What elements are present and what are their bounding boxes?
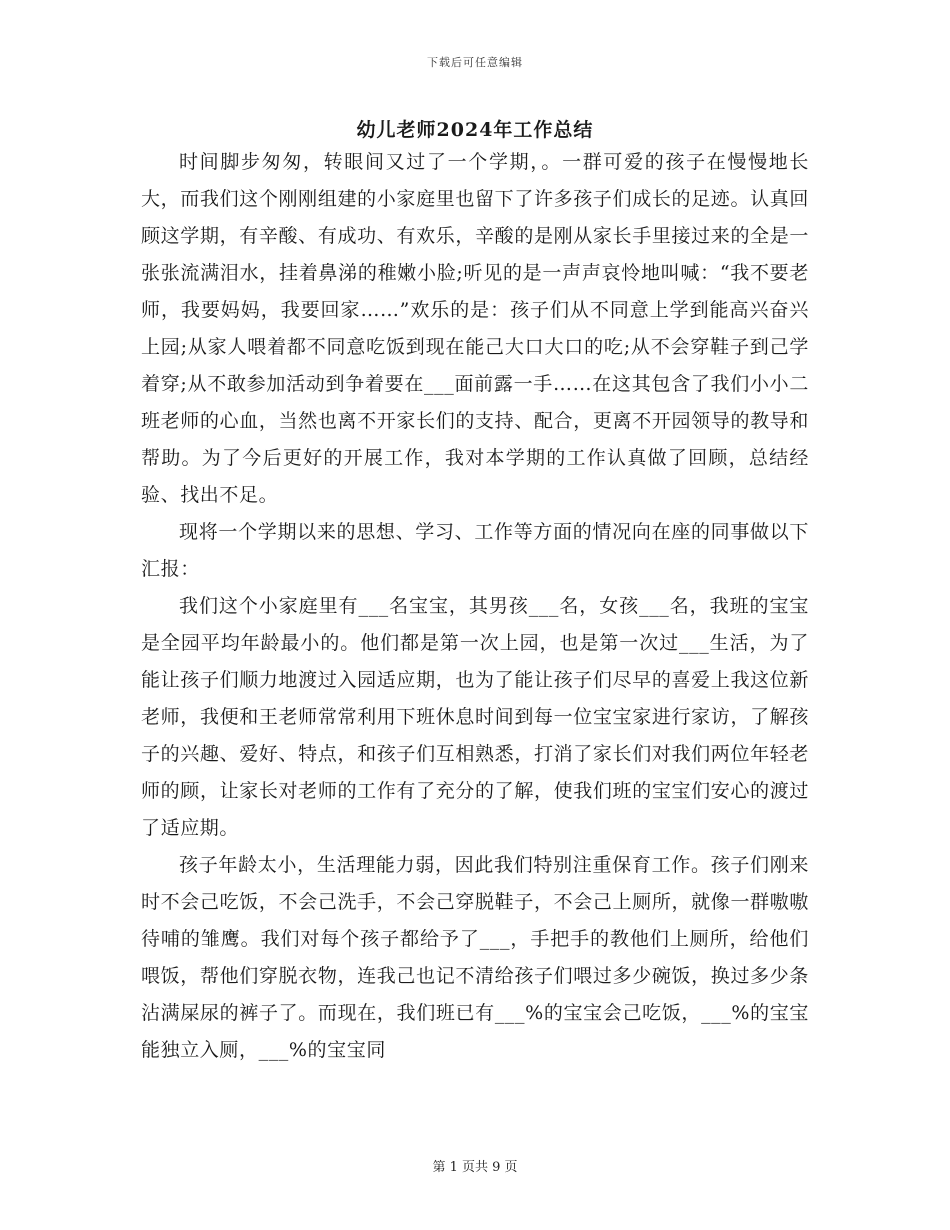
paragraph: 时间脚步匆匆，转眼间又过了一个学期，。一群可爱的孩子在慢慢地长大，而我们这个刚刚组建的小家庭里也留下了许多孩子们成长的足迹。认真回顾这学期，有辛酸、有成功、有欢乐，辛酸的是刚从家长手里接过来的全是一张张流满泪水，挂着鼻涕的稚嫩小脸;听见的是一声声哀怜地叫喊：“我不要老师，我要妈妈，我要回家……”欢乐的是：孩子们从不同意上学到能高兴奋兴上园;从家人喂着都不同意吃饭到现在能己大口大口的吃;从不会穿鞋子到己学着穿;从不敢参加活动到争着要在___面前露一手……在这其包含了我们小小二班老师的心血，当然也离不开家长们的支持、配合，更离不开园领导的教导和帮助。为了今后更好的开展工作，我对本学期的工作认真做了回顾，总结经验、找出不足。 [141,151,809,506]
document-title: 幼儿老师2024年工作总结 [356,119,594,141]
paragraph: 我们这个小家庭里有___名宝宝，其男孩___名，女孩___名，我班的宝宝是全园平均年龄最小的。他们都是第一次上园，也是第一次过___生活，为了能让孩子们顺力地渡过入园适应期，也为了能让孩子们尽早的喜爱上我这位新老师，我便和王老师常常利用下班休息时间到每一位宝宝家进行家访，了解孩子的兴趣、爱好、特点，和孩子们互相熟悉，打消了家长们对我们两位年轻老师的顾，让家长对老师的工作有了充分的了解，使我们班的宝宝们安心的渡过了适应期。 [141,595,809,839]
document-body [141,144,809,1069]
header-note: 下载后可任意编辑 [427,56,523,69]
paragraph: 孩子年龄太小，生活理能力弱，因此我们特别注重保育工作。孩子们刚来时不会己吃饭，不会己洗手，不会己穿脱鞋子，不会己上厕所，就像一群嗷嗷待哺的雏鹰。我们对每个孩子都给予了___，手把手的教他们上厕所，给他们喂饭，帮他们穿脱衣物，连我己也记不清给孩子们喂过多少碗饭，换过多少条沾满屎尿的裤子了。而现在，我们班已有___%的宝宝会己吃饭，___%的宝宝能独立入厕，___%的宝宝同 [141,854,809,1061]
page-footer: 第 1 页共 9 页 [432,1160,518,1175]
paragraph: 现将一个学期以来的思想、学习、工作等方面的情况向在座的同事做以下汇报： [141,521,809,580]
